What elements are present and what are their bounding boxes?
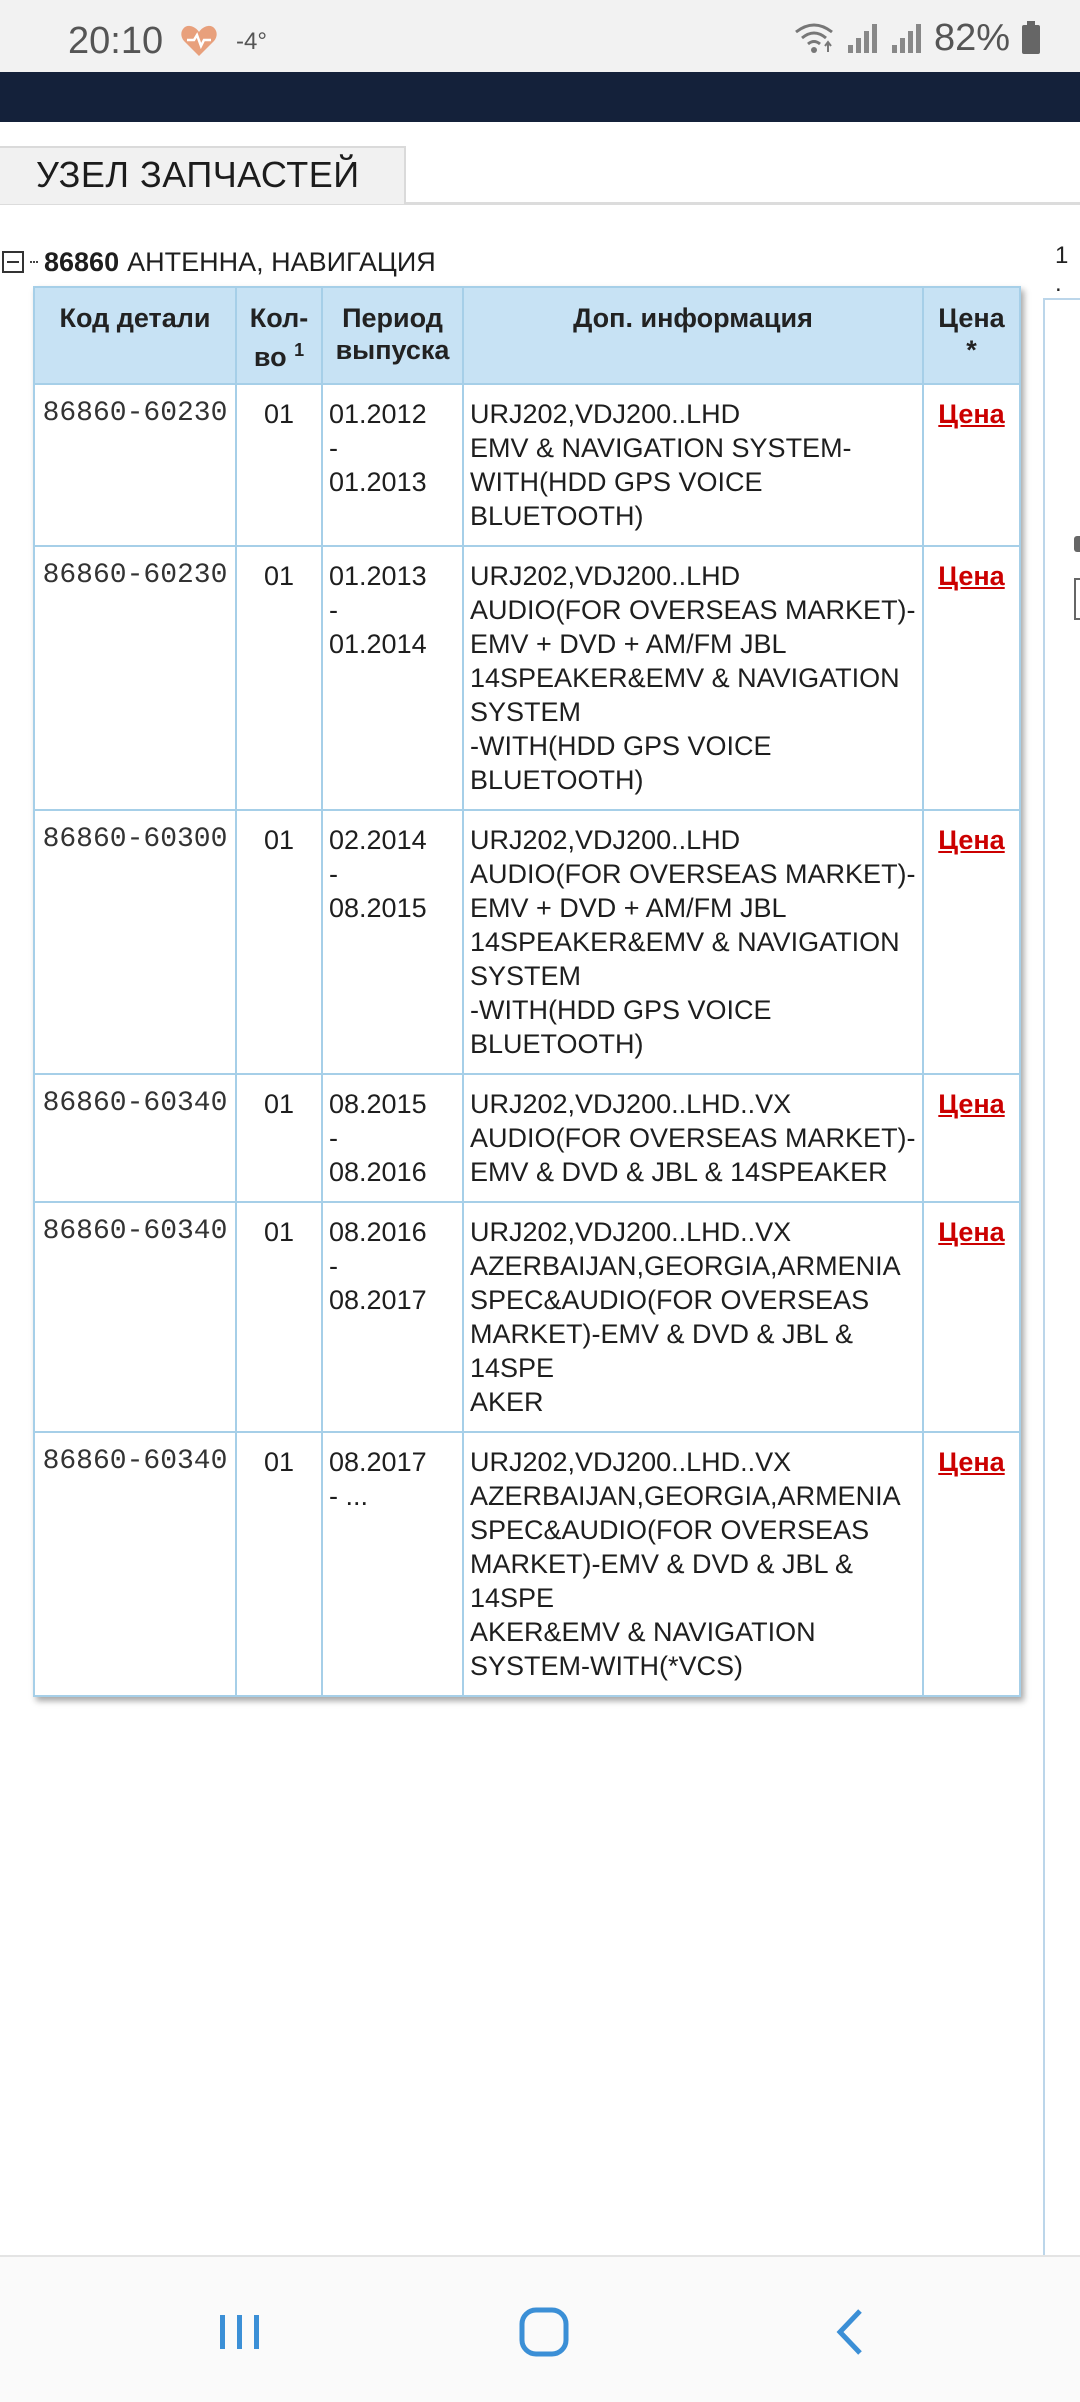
part-info: URJ202,VDJ200..LHD..VX AZERBAIJAN,GEORGIA,ARMENIA SPEC&AUDIO(FOR OVERSEAS MARKET)-EMV & DVD & JBL & 14SPE AKER <box>463 1202 923 1432</box>
table-row <box>34 384 1020 546</box>
tab-parts-node[interactable] <box>0 146 406 204</box>
part-info: URJ202,VDJ200..LHD..VX AZERBAIJAN,GEORGIA,ARMENIA SPEC&AUDIO(FOR OVERSEAS MARKET)-EMV & DVD & JBL & 14SPE AKER&EMV & NAVIGATION SYSTEM-WITH(*VCS) <box>463 1432 923 1696</box>
part-price-cell <box>923 384 1020 546</box>
part-code: 86860-60340 <box>34 1202 236 1432</box>
period-from: 02.2014 <box>329 825 427 855</box>
period-separator: - <box>329 1123 338 1153</box>
back-icon[interactable] <box>808 2297 888 2367</box>
home-icon[interactable] <box>504 2297 584 2367</box>
price-link[interactable]: Цена <box>938 561 1005 591</box>
col-header-price: Цена * <box>923 287 1020 384</box>
part-period <box>322 810 463 1074</box>
part-price-cell <box>923 810 1020 1074</box>
price-link[interactable]: Цена <box>938 1217 1005 1247</box>
group-code: 86860 <box>44 246 120 277</box>
battery-percent: 82% <box>933 16 1010 59</box>
col-header-qty: Кол-во $^1$ <box>236 287 322 384</box>
part-qty: 01 <box>236 810 322 1074</box>
part-code: 86860-60340 <box>34 1432 236 1696</box>
period-to: 08.2015 <box>329 893 427 923</box>
table-row <box>34 1202 1020 1432</box>
period-from: 01.2012 <box>329 399 427 429</box>
signal-1-icon <box>846 21 880 55</box>
table-row <box>34 810 1020 1074</box>
part-info: URJ202,VDJ200..LHD AUDIO(FOR OVERSEAS MARKET)-EMV + DVD + AM/FM JBL 14SPEAKER&EMV & NAVIGATION SYSTEM -WITH(HDD GPS VOICE BLUETOOTH) <box>463 810 923 1074</box>
status-bar <box>0 0 1080 72</box>
period-separator: - <box>329 1251 338 1281</box>
part-qty: 01 <box>236 384 322 546</box>
price-link[interactable]: Цена <box>938 1447 1005 1477</box>
period-to: 01.2014 <box>329 629 427 659</box>
wifi-icon <box>792 20 836 56</box>
app-header-bar <box>0 72 1080 122</box>
col-header-period: Период выпуска <box>322 287 463 384</box>
health-heart-icon <box>180 24 218 58</box>
signal-2-icon <box>890 21 924 55</box>
col-header-info: Доп. информация <box>463 287 923 384</box>
period-from: 01.2013 <box>329 561 427 591</box>
part-code: 86860-60300 <box>34 810 236 1074</box>
parts-table <box>33 286 1021 1697</box>
col-header-code: Код детали <box>34 287 236 384</box>
table-row <box>34 1432 1020 1696</box>
right-panel-number: 1 . <box>1055 242 1069 297</box>
part-code: 86860-60230 <box>34 384 236 546</box>
group-heading <box>0 244 436 280</box>
period-from: 08.2016 <box>329 1217 427 1247</box>
price-link[interactable]: Цена <box>938 1089 1005 1119</box>
period-from: 08.2017 <box>329 1447 427 1477</box>
part-period <box>322 546 463 810</box>
tree-connector <box>30 261 38 263</box>
part-info: URJ202,VDJ200..LHD EMV & NAVIGATION SYSTEM-WITH(HDD GPS VOICE BLUETOOTH) <box>463 384 923 546</box>
period-to: 01.2013 <box>329 467 427 497</box>
price-link[interactable]: Цена <box>938 399 1005 429</box>
status-time: 20:10 <box>68 20 164 62</box>
part-qty: 01 <box>236 546 322 810</box>
right-panel-edge-top <box>1043 298 1080 300</box>
part-period <box>322 1202 463 1432</box>
status-temperature: -4° <box>236 28 267 55</box>
collapse-toggle-icon[interactable] <box>2 251 24 273</box>
tab-parts-node-label: УЗЕЛ ЗАПЧАСТЕЙ <box>36 154 360 195</box>
right-panel-widget <box>1074 578 1080 620</box>
part-price-cell <box>923 1432 1020 1696</box>
recent-apps-icon[interactable] <box>200 2297 280 2367</box>
part-period <box>322 384 463 546</box>
part-qty: 01 <box>236 1432 322 1696</box>
battery-icon <box>1020 21 1042 55</box>
period-separator: - <box>329 595 338 625</box>
system-nav-bar <box>0 2255 1080 2402</box>
period-separator: - ... <box>329 1481 368 1511</box>
right-panel-mark <box>1074 536 1080 552</box>
part-price-cell <box>923 1202 1020 1432</box>
table-header-row <box>34 287 1020 384</box>
part-price-cell <box>923 1074 1020 1202</box>
status-right-group <box>792 18 1042 58</box>
right-panel-edge <box>1043 300 1045 2255</box>
part-period <box>322 1432 463 1696</box>
period-separator: - <box>329 859 338 889</box>
part-info: URJ202,VDJ200..LHD AUDIO(FOR OVERSEAS MARKET)-EMV + DVD + AM/FM JBL 14SPEAKER&EMV & NAVIGATION SYSTEM -WITH(HDD GPS VOICE BLUETOOTH) <box>463 546 923 810</box>
part-code: 86860-60230 <box>34 546 236 810</box>
part-period <box>322 1074 463 1202</box>
period-from: 08.2015 <box>329 1089 427 1119</box>
period-separator: - <box>329 433 338 463</box>
part-code: 86860-60340 <box>34 1074 236 1202</box>
part-price-cell <box>923 546 1020 810</box>
table-row <box>34 1074 1020 1202</box>
part-qty: 01 <box>236 1074 322 1202</box>
tab-strip <box>0 122 1080 205</box>
group-name: АНТЕННА, НАВИГАЦИЯ <box>127 246 436 277</box>
table-row <box>34 546 1020 810</box>
price-link[interactable]: Цена <box>938 825 1005 855</box>
part-qty: 01 <box>236 1202 322 1432</box>
period-to: 08.2016 <box>329 1157 427 1187</box>
part-info: URJ202,VDJ200..LHD..VX AUDIO(FOR OVERSEAS MARKET)-EMV & DVD & JBL & 14SPEAKER <box>463 1074 923 1202</box>
period-to: 08.2017 <box>329 1285 427 1315</box>
